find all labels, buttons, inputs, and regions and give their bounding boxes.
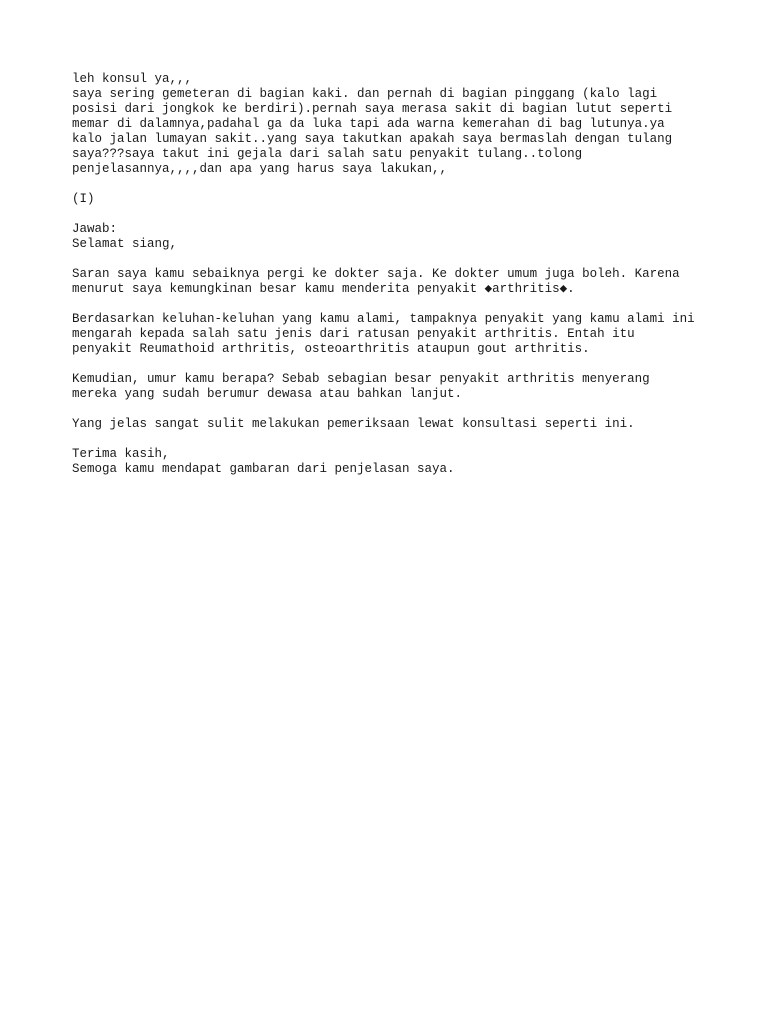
question-line: penjelasannya,,,,dan apa yang harus saya lakukan,, [72, 162, 448, 176]
paragraph-line: Kemudian, umur kamu berapa? Sebab sebagian besar penyakit arthritis menyerang [72, 372, 650, 386]
closing-block [72, 447, 732, 477]
paragraph-line: mereka yang sudah berumur dewasa atau bahkan lanjut. [72, 387, 463, 401]
question-line: memar di dalamnya,padahal ga da luka tapi ada warna kemerahan di bag lutunya.ya [72, 117, 665, 131]
question-line: saya???saya takut ini gejala dari salah satu penyakit tulang..tolong [72, 147, 583, 161]
answer-label: Jawab: [72, 222, 118, 236]
question-line: saya sering gemeteran di bagian kaki. dan pernah di bagian pinggang (kalo lagi [72, 87, 658, 101]
paragraph-line: Berdasarkan keluhan-keluhan yang kamu alami, tampaknya penyakit yang kamu alami ini [72, 312, 695, 326]
spacer [72, 357, 732, 372]
paragraph-line: Saran saya kamu sebaiknya pergi ke dokter saja. Ke dokter umum juga boleh. Karena [72, 267, 680, 281]
question-line: leh konsul ya,,, [72, 72, 193, 86]
paragraph-line: mengarah kepada salah satu jenis dari ratusan penyakit arthritis. Entah itu [72, 327, 635, 341]
spacer [72, 297, 732, 312]
question-signature: (I) [72, 192, 95, 206]
question-line: posisi dari jongkok ke berdiri).pernah saya merasa sakit di bagian lutut seperti [72, 102, 673, 116]
closing-line: Terima kasih, [72, 447, 170, 461]
paragraph-line: menurut saya kemungkinan besar kamu menderita penyakit ◆arthritis◆. [72, 282, 575, 296]
answer-paragraph-1 [72, 267, 732, 297]
spacer [72, 432, 732, 447]
spacer [72, 402, 732, 417]
closing-line: Semoga kamu mendapat gambaran dari penjelasan saya. [72, 462, 455, 476]
answer-paragraph-4: Yang jelas sangat sulit melakukan pemeriksaan lewat konsultasi seperti ini. [72, 417, 635, 431]
document-page [72, 72, 732, 477]
answer-paragraph-3 [72, 372, 732, 402]
greeting: Selamat siang, [72, 237, 178, 251]
spacer [72, 207, 732, 222]
answer-paragraph-2 [72, 312, 732, 357]
spacer [72, 252, 732, 267]
question-line: kalo jalan lumayan sakit..yang saya takutkan apakah saya bermaslah dengan tulang [72, 132, 673, 146]
question-block [72, 72, 732, 177]
paragraph-line: penyakit Reumathoid arthritis, osteoarthritis ataupun gout arthritis. [72, 342, 590, 356]
spacer [72, 177, 732, 192]
